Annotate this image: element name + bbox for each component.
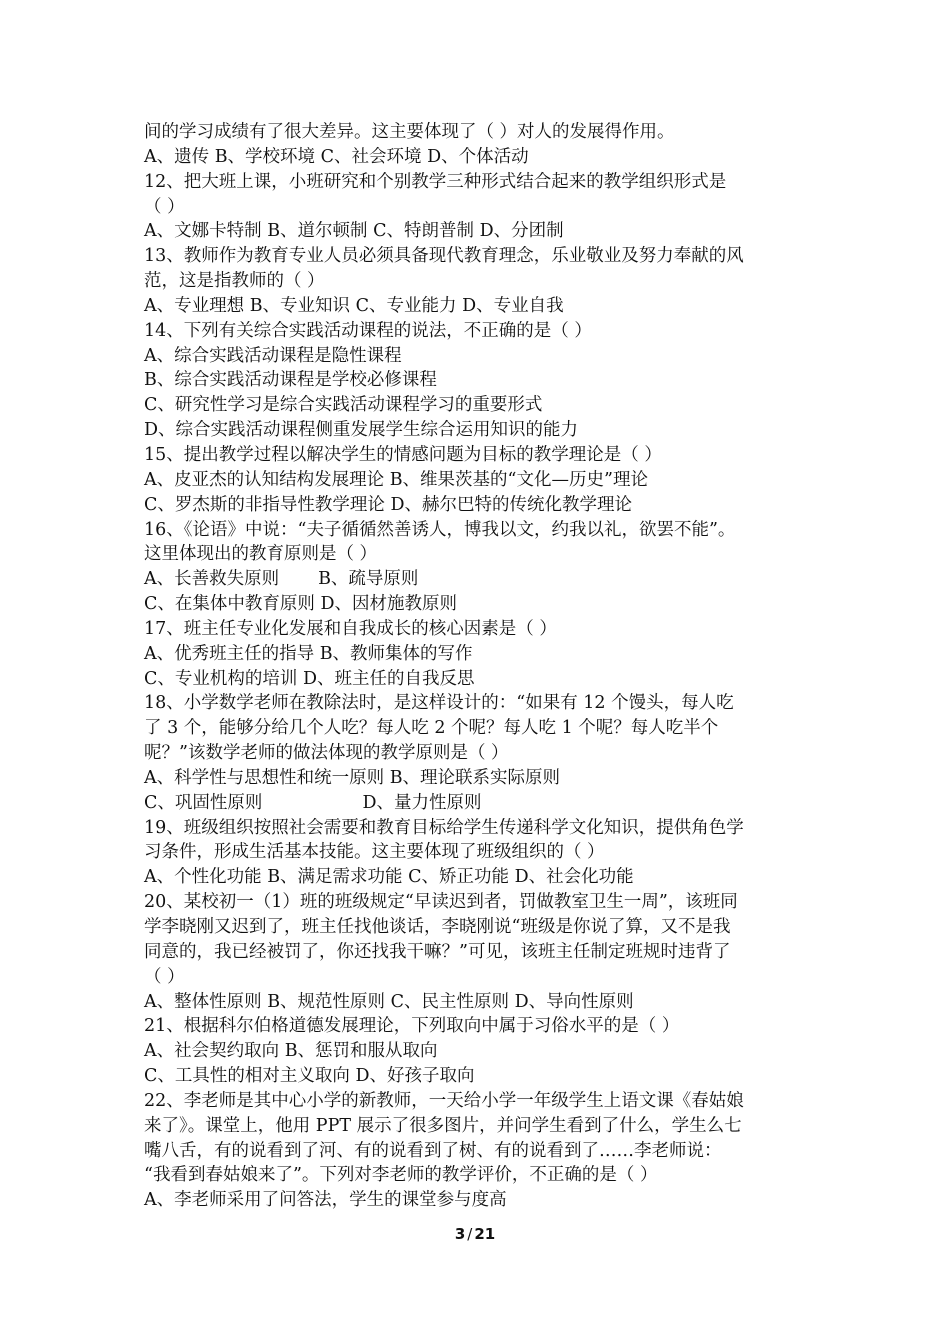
text-line: C、专业机构的培训 D、班主任的自我反思 xyxy=(144,668,475,689)
text-line: 13、教师作为教育专业人员必须具备现代教育理念，乐业敬业及努力奉献的风 xyxy=(144,246,744,267)
text-line: 17、班主任专业化发展和自我成长的核心因素是（ ） xyxy=(144,618,557,639)
text-line: 19、班级组织按照社会需要和教育目标给学生传递科学文化知识，提供角色学 xyxy=(144,817,744,838)
page-separator: / xyxy=(467,1225,473,1243)
text-line: 同意的，我已经被罚了，你还找我干嘛？”可见，该班主任制定班规时违背了 xyxy=(144,941,731,962)
text-line: 呢？”该数学老师的做法体现的教学原则是（ ） xyxy=(144,743,509,764)
current-page: 3 xyxy=(454,1225,466,1243)
text-line: C、在集体中教育原则 D、因材施教原则 xyxy=(144,594,457,615)
text-line: 来了》。课堂上，他用 PPT 展示了很多图片，并问学生看到了什么，学生么七 xyxy=(144,1115,742,1136)
text-line: A、整体性原则 B、规范性原则 C、民主性原则 D、导向性原则 xyxy=(144,991,634,1012)
text-line: A、长善救失原则 B、疏导原则 xyxy=(144,569,419,590)
text-line: C、工具性的相对主义取向 D、好孩子取向 xyxy=(144,1066,475,1087)
text-line: 16、《论语》中说：“夫子循循然善诱人，博我以文，约我以礼，欲罢不能”。 xyxy=(144,519,736,540)
text-line: A、综合实践活动课程是隐性课程 xyxy=(144,345,402,366)
text-line: A、优秀班主任的指导 B、教师集体的写作 xyxy=(144,643,473,664)
text-line: 20、某校初一（1）班的班级规定“早读迟到者，罚做教室卫生一周”，该班同 xyxy=(144,892,738,913)
text-line: A、社会契约取向 B、惩罚和服从取向 xyxy=(144,1041,438,1062)
text-line: A、皮亚杰的认知结构发展理论 B、维果茨基的“文化—历史”理论 xyxy=(144,469,648,490)
text-line: A、遗传 B、学校环境 C、社会环境 D、个体活动 xyxy=(144,146,529,167)
text-line: 22、李老师是其中心小学的新教师，一天给小学一年级学生上语文课《春姑娘 xyxy=(144,1090,744,1111)
text-line: 12、把大班上课，小班研究和个别教学三种形式结合起来的教学组织形式是 xyxy=(144,171,727,192)
text-line: C、罗杰斯的非指导性教学理论 D、赫尔巴特的传统化教学理论 xyxy=(144,494,632,515)
page-number xyxy=(0,1225,950,1243)
text-line: 学李晓刚又迟到了，班主任找他谈话，李晓刚说“班级是你说了算，又不是我 xyxy=(144,917,731,937)
text-line: 嘴八舌，有的说看到了河、有的说看到了树、有的说看到了……李老师说： xyxy=(144,1140,722,1161)
text-line: 21、根据科尔伯格道德发展理论，下列取向中属于习俗水平的是（ ） xyxy=(144,1016,680,1037)
text-line: C、研究性学习是综合实践活动课程学习的重要形式 xyxy=(144,395,543,416)
text-line: 18、小学数学老师在教除法时，是这样设计的：“如果有 12 个馒头，每人吃 xyxy=(144,693,734,714)
text-line: （ ） xyxy=(144,196,185,217)
text-line: 范，这是指教师的（ ） xyxy=(144,271,325,292)
text-line: 间的学习成绩有了很大差异。这主要体现了（ ）对人的发展得作用。 xyxy=(144,122,675,142)
text-line: A、专业理想 B、专业知识 C、专业能力 D、专业自我 xyxy=(144,295,564,316)
text-line: B、综合实践活动课程是学校必修课程 xyxy=(144,370,437,391)
text-line: 15、提出教学过程以解决学生的情感问题为目标的教学理论是（ ） xyxy=(144,444,662,465)
text-line: A、李老师采用了问答法，学生的课堂参与度高 xyxy=(144,1190,507,1211)
text-line: 14、下列有关综合实践活动课程的说法，不正确的是（ ） xyxy=(144,320,592,341)
text-line: “我看到春姑娘来了”。下列对李老师的教学评价，不正确的是（ ） xyxy=(144,1165,658,1186)
text-line: A、个性化功能 B、满足需求功能 C、矫正功能 D、社会化功能 xyxy=(144,867,634,888)
text-line: 了 3 个，能够分给几个人吃？每人吃 2 个呢？每人吃 1 个呢？每人吃半个 xyxy=(144,718,719,739)
text-line: A、文娜卡特制 B、道尔顿制 C、特朗普制 D、分团制 xyxy=(144,221,564,242)
text-line: 这里体现出的教育原则是（ ） xyxy=(144,544,378,565)
total-pages: 21 xyxy=(474,1225,496,1243)
text-line: D、综合实践活动课程侧重发展学生综合运用知识的能力 xyxy=(144,420,579,441)
text-line: C、巩固性原则 D、量力性原则 xyxy=(144,792,482,813)
text-line: A、科学性与思想性和统一原则 B、理论联系实际原则 xyxy=(144,767,561,788)
text-line: 习条件，形成生活基本技能。这主要体现了班级组织的（ ） xyxy=(144,842,605,863)
page-content xyxy=(144,120,824,1213)
text-line: （ ） xyxy=(144,966,185,987)
